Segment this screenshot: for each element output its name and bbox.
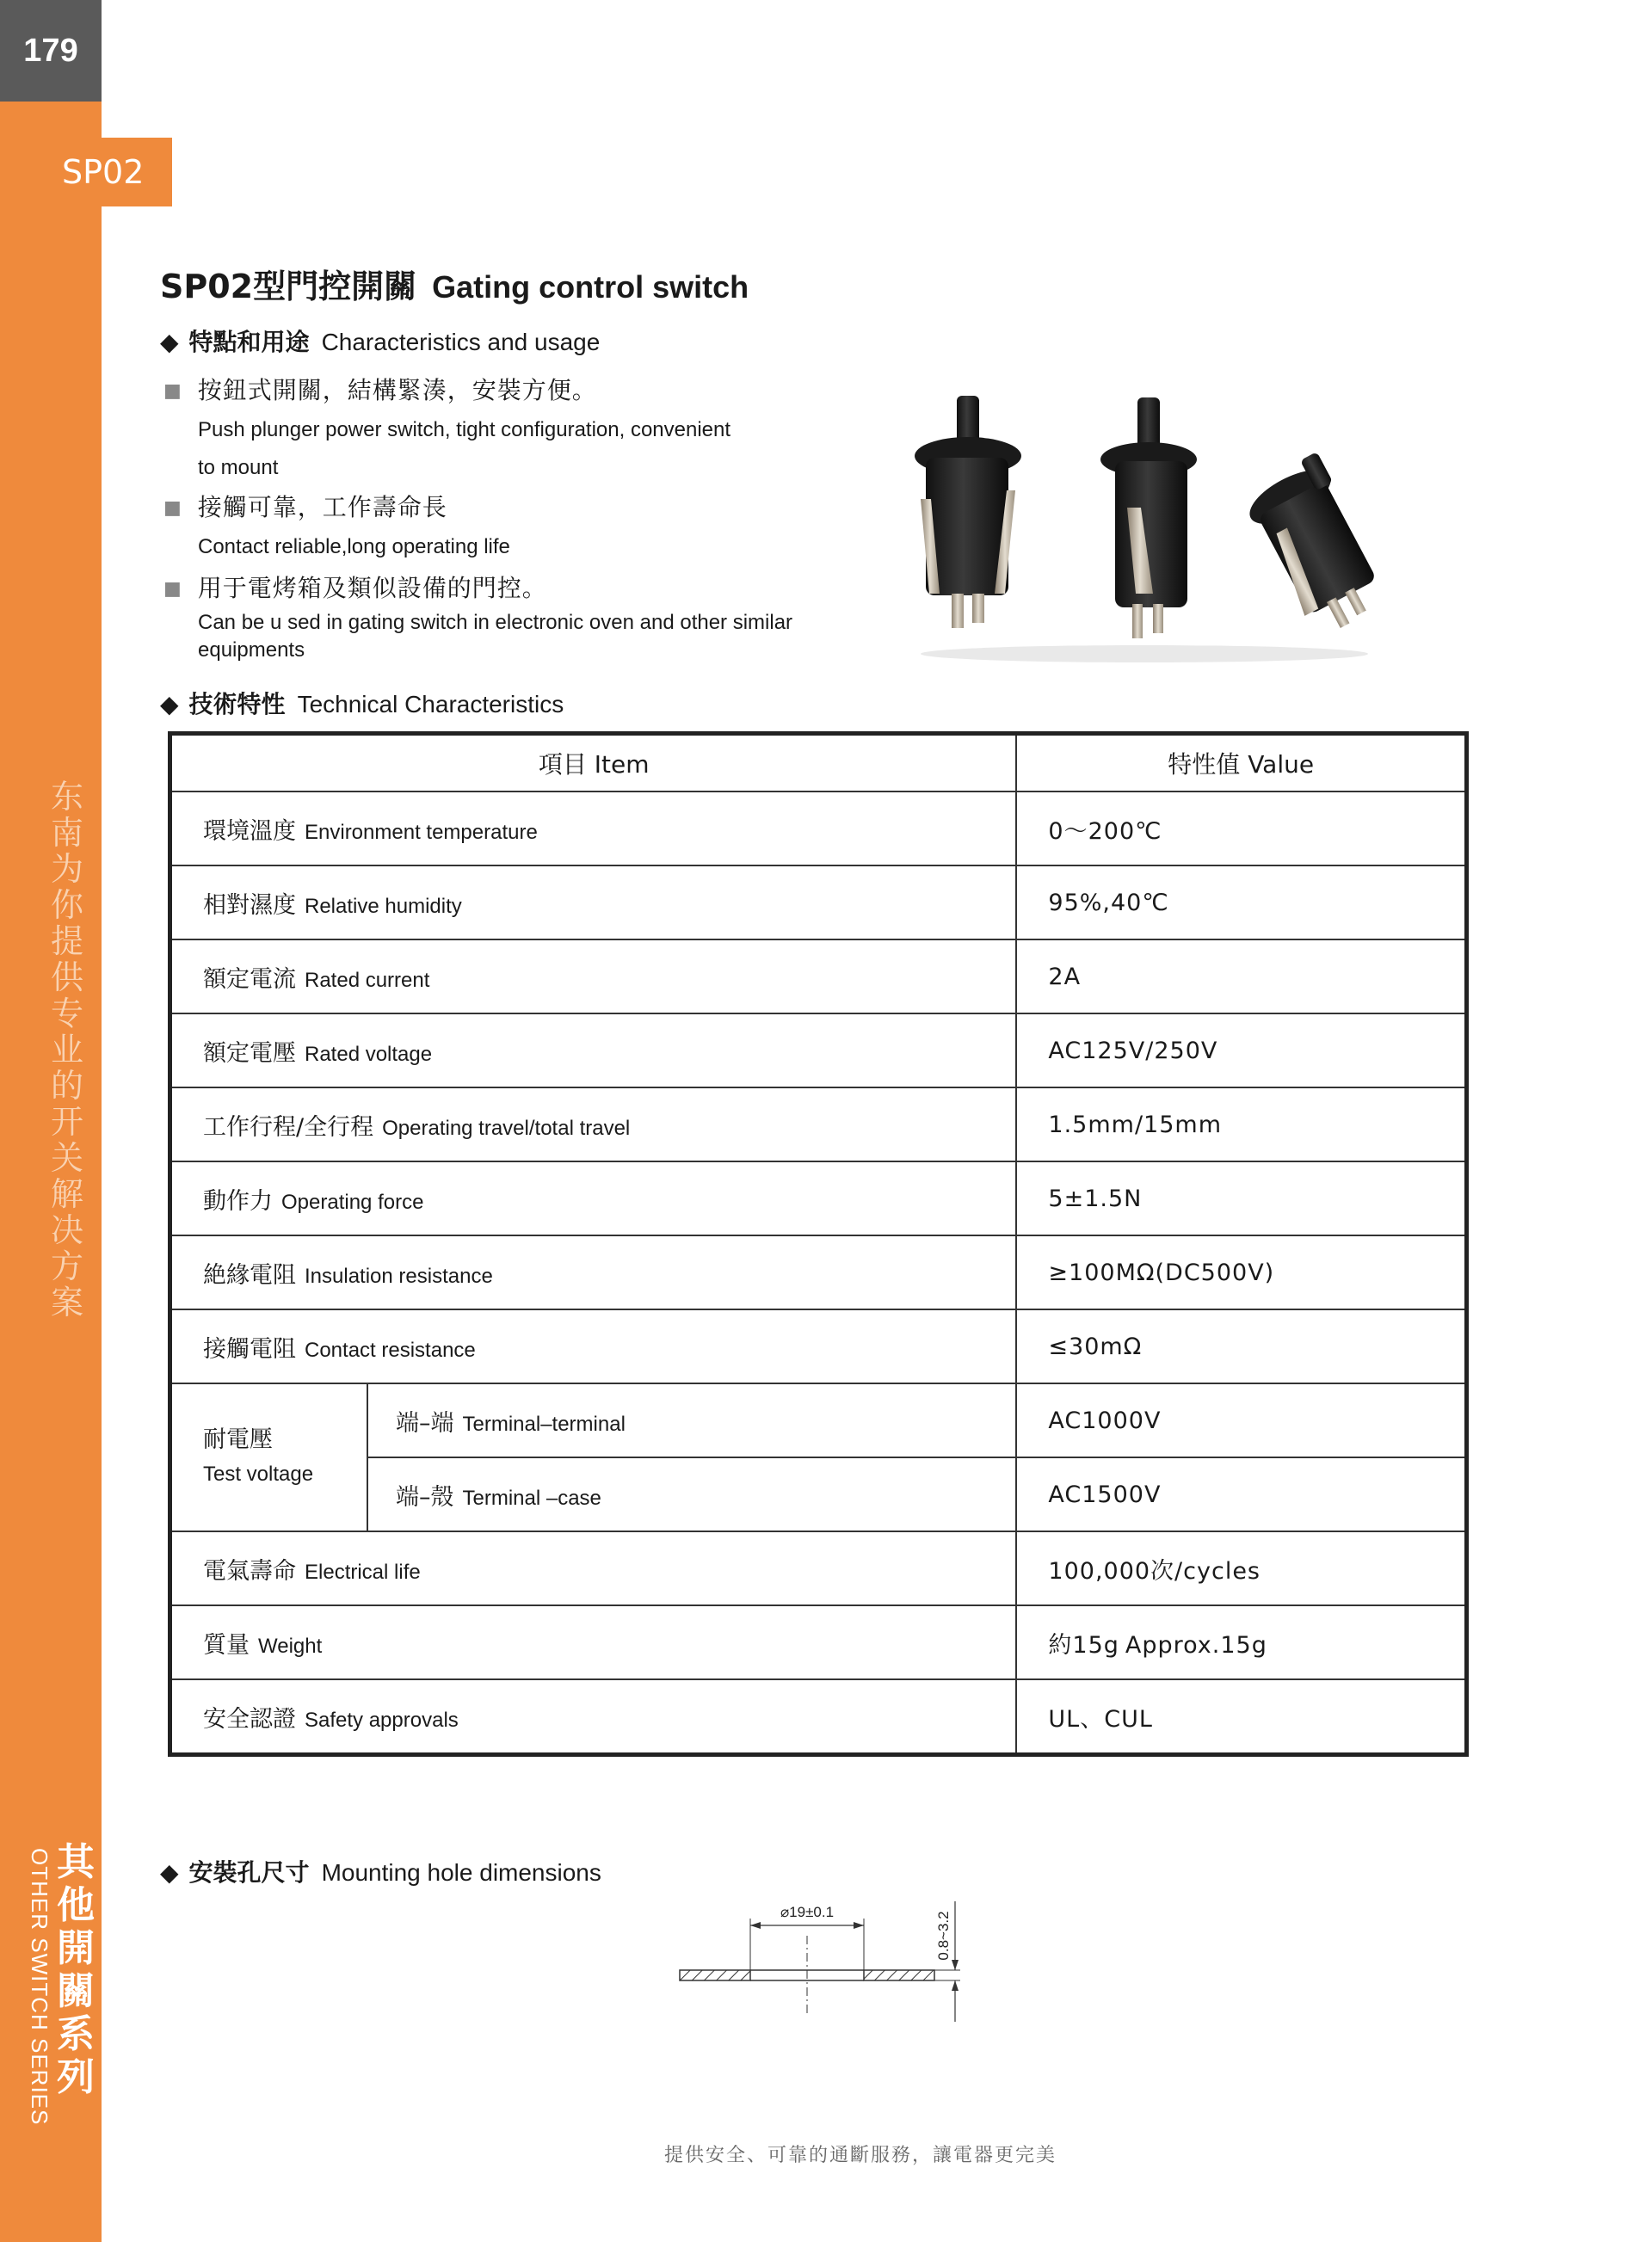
switch-2 [1100,397,1197,638]
product-photo [895,379,1394,671]
feature-en: Contact reliable,long operating life [198,535,510,558]
row-label-cn: 工作行程/全行程 [203,1113,374,1141]
row-value-small: Approx.15g [1125,1631,1267,1659]
row-label-cn: 環境溫度 [203,817,296,845]
row-label-en: Rated voltage [305,1042,433,1066]
diameter-label: ⌀19±0.1 [780,1904,835,1920]
row-label-cn: 耐電壓 [203,1426,273,1453]
series-title-en: OTHER SWITCH SERIES [27,1848,52,2126]
table-row [170,865,1467,939]
spec-table [168,731,1469,1757]
row-label-en: Insulation resistance [305,1264,493,1288]
row-label-cn: 額定電壓 [203,1039,296,1067]
table-row [170,1309,1467,1383]
diamond-bullet-icon: ◆ [160,1858,179,1887]
mounting-heading [160,1854,601,1888]
row-label-en: Environment temperature [305,820,538,844]
row-value: ≤30mΩ [1048,1333,1143,1360]
heading-cn: 特點和用途 [188,328,310,356]
row-label-en: Electrical life [305,1560,421,1584]
table-row [170,939,1467,1013]
row-value: 1.5mm/15mm [1048,1111,1223,1138]
row-value: 約15g [1048,1631,1119,1659]
row-label-cn: 安全認證 [203,1705,296,1733]
switch-3 [1238,452,1394,641]
row-label-cn: 絶緣電阻 [203,1261,296,1289]
row-label-en: Relative humidity [305,894,462,918]
row-label-en: Contact resistance [305,1338,476,1362]
heading-cn: 安裝孔尺寸 [188,1858,310,1887]
table-row [170,791,1467,865]
row-value: AC125V/250V [1048,1037,1218,1064]
row-label-en: Test voltage [203,1463,314,1486]
feature-en-cont: to mount [198,456,279,479]
row-value: 100,000次/cycles [1048,1557,1261,1585]
heading-en: Technical Characteristics [297,691,564,718]
square-bullet-icon: ■ [163,497,182,519]
feature-en: Push plunger power switch, tight configuration, convenient [198,418,731,441]
characteristics-heading [160,323,600,358]
row-label-cn: 額定電流 [203,965,296,993]
row-label-cn: 電氣壽命 [203,1557,296,1585]
mounting-hole-diagram [654,1884,998,2048]
feature-item [163,570,921,664]
heading-en: Characteristics and usage [321,329,601,355]
row-label-en: Safety approvals [305,1708,459,1732]
row-label-en: Weight [258,1634,323,1658]
sub-label-cn: 端–端 [396,1409,454,1437]
title-en: Gating control switch [432,269,749,305]
technical-heading [160,686,564,720]
row-value: ≥100MΩ(DC500V) [1048,1259,1275,1286]
row-label-en: Operating force [281,1190,424,1214]
feature-item [163,489,921,566]
thickness-label: 0.8~3.2 [935,1911,952,1961]
footer-slogan: 提供安全、可靠的通斷服務，讓電器更完美 [663,2145,1057,2166]
row-value: 95%,40℃ [1048,889,1169,916]
heading-cn: 技術特性 [188,690,286,718]
sub-label-cn: 端–殼 [396,1483,454,1511]
sub-label-en: Terminal–terminal [462,1412,626,1436]
square-bullet-icon: ■ [163,578,182,600]
header-item: 項目 Item [170,734,1017,792]
square-bullet-icon: ■ [163,380,182,402]
row-label-cn: 動作力 [203,1187,273,1215]
heading-en: Mounting hole dimensions [321,1859,601,1886]
row-label-cn: 相對濕度 [203,891,296,919]
side-slogan: 东南为你提供专业的开关解决方案 [50,778,83,1321]
table-row [170,1235,1467,1309]
table-row [170,1531,1467,1605]
diamond-bullet-icon: ◆ [160,328,179,356]
row-value: 5±1.5N [1048,1185,1143,1212]
series-title-cn: 其他開關系列 [57,1840,95,2099]
feature-en: Can be u sed in gating switch in electronic oven and other similar [198,611,793,634]
feature-en-cont: equipments [198,638,305,662]
table-row [170,1013,1467,1087]
table-row [170,1383,1467,1457]
switch-1 [915,396,1021,628]
row-value: AC1000V [1048,1407,1162,1434]
row-label-en: Operating travel/total travel [382,1116,631,1140]
feature-cn: 接觸可靠，工作壽命長 [197,493,447,521]
row-value: 0～200℃ [1048,817,1162,845]
table-row [170,1161,1467,1235]
table-row [170,1605,1467,1679]
feature-cn: 按鈕式開關，結構緊湊，安裝方便。 [197,376,597,404]
title-cn: SP02型門控開關 [160,268,417,305]
row-label-en: Rated current [305,968,430,992]
page-number: 179 [0,0,102,102]
sub-label-en: Terminal –case [462,1486,601,1510]
table-row [170,1679,1467,1755]
diamond-bullet-icon: ◆ [160,690,179,718]
feature-item [163,372,921,487]
feature-cn: 用于電烤箱及類似設備的門控。 [197,574,547,602]
page-title [160,260,749,307]
row-value: 2A [1048,963,1082,990]
table-header-row [170,734,1467,792]
row-label-cn: 接觸電阻 [203,1335,296,1363]
header-value: 特性值 Value [1016,734,1466,792]
row-label-cn: 質量 [203,1631,250,1659]
table-row [170,1087,1467,1161]
row-value: AC1500V [1048,1481,1162,1508]
row-value: UL、CUL [1048,1705,1153,1733]
model-tab: SP02 [0,138,172,206]
